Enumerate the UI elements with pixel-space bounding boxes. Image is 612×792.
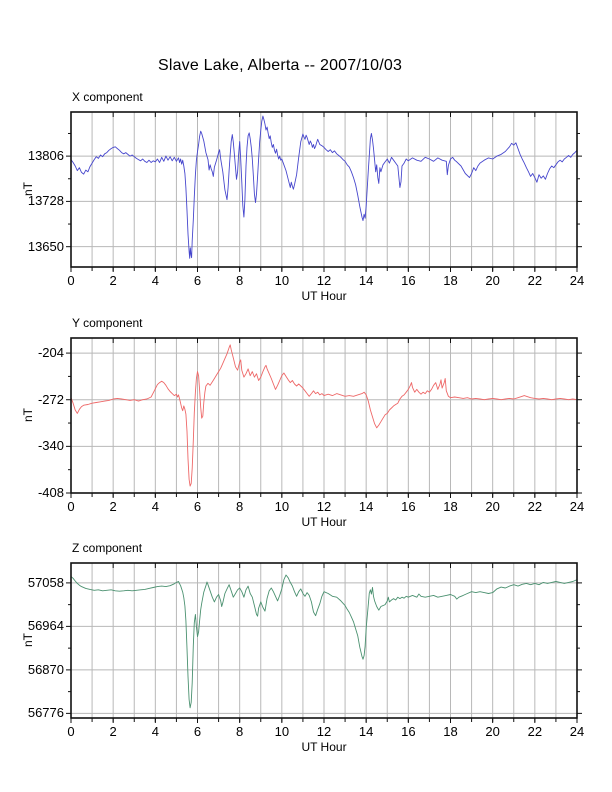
x-axis-label-y-chart: UT Hour: [301, 515, 347, 529]
x-tick-label: 18: [443, 273, 458, 288]
x-tick-label: 2: [109, 499, 117, 514]
x-tick-label: 20: [485, 724, 500, 739]
y-tick-label: 56776: [27, 705, 64, 721]
x-tick-label: 18: [443, 724, 458, 739]
chart-title-x-component: X component: [72, 90, 143, 104]
chart-title-z-component: Z component: [72, 541, 143, 555]
page-title: Slave Lake, Alberta -- 2007/10/03: [157, 57, 403, 74]
x-tick-label: 10: [274, 499, 290, 514]
y-tick-label: 13806: [27, 148, 64, 164]
y-tick-label: 56964: [27, 618, 64, 634]
y-axis-label-z-chart: nT: [21, 633, 35, 648]
x-tick-label: 22: [527, 499, 543, 514]
x-tick-label: 22: [527, 273, 543, 288]
x-tick-label: 12: [316, 724, 332, 739]
x-tick-label: 10: [274, 724, 290, 739]
x-tick-label: 6: [193, 724, 202, 739]
x-tick-label: 20: [485, 499, 500, 514]
x-tick-label: 20: [485, 273, 500, 288]
y-tick-label: 13650: [27, 238, 64, 254]
x-tick-label: 6: [193, 273, 202, 288]
x-tick-label: 0: [67, 724, 75, 739]
x-tick-label: 24: [569, 724, 585, 739]
x-tick-label: 24: [569, 273, 585, 288]
x-tick-label: 8: [236, 273, 244, 288]
x-axis-label-z-chart: UT Hour: [301, 740, 347, 754]
x-tick-label: 0: [67, 499, 75, 514]
x-tick-label: 4: [151, 499, 159, 514]
x-tick-label: 4: [151, 724, 159, 739]
x-tick-label: 14: [358, 273, 374, 288]
x-tick-label: 16: [401, 499, 416, 514]
y-tick-label: -340: [37, 438, 64, 454]
x-tick-label: 0: [67, 273, 75, 288]
y-tick-label: 13728: [27, 193, 64, 209]
y-axis-label-y-chart: nT: [21, 408, 35, 423]
x-tick-label: 14: [358, 724, 374, 739]
x-tick-label: 2: [109, 724, 117, 739]
x-tick-label: 12: [316, 499, 332, 514]
x-axis-label-x-chart: UT Hour: [301, 289, 347, 303]
x-tick-label: 8: [236, 499, 244, 514]
x-tick-label: 6: [193, 499, 202, 514]
x-tick-label: 24: [569, 499, 585, 514]
x-tick-label: 22: [527, 724, 543, 739]
x-tick-label: 2: [109, 273, 117, 288]
x-tick-label: 8: [236, 724, 244, 739]
y-tick-label: -272: [37, 391, 64, 407]
x-tick-label: 16: [401, 724, 416, 739]
y-tick-label: 56870: [27, 661, 64, 677]
x-tick-label: 10: [274, 273, 290, 288]
x-tick-label: 16: [401, 273, 416, 288]
x-tick-label: 12: [316, 273, 332, 288]
y-tick-label: -408: [37, 485, 64, 500]
x-tick-label: 18: [443, 499, 458, 514]
y-tick-label: -204: [37, 345, 64, 361]
x-tick-label: 14: [358, 499, 374, 514]
y-tick-label: 57058: [27, 574, 64, 590]
chart-title-y-component: Y component: [72, 316, 143, 330]
x-tick-label: 4: [151, 273, 159, 288]
y-axis-label-x-chart: nT: [21, 182, 35, 197]
